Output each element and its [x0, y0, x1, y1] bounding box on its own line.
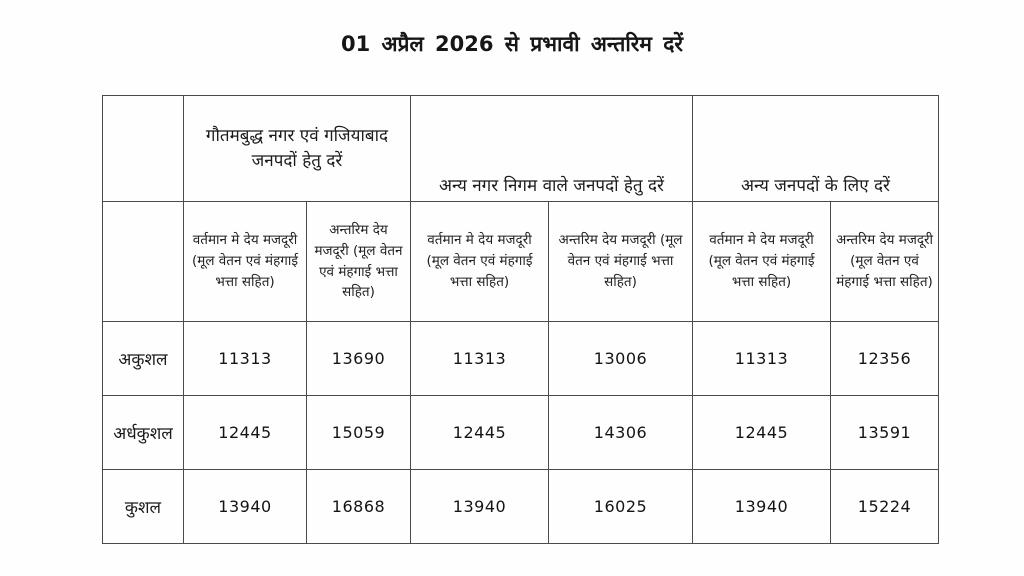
value-cell: 12445 [411, 396, 549, 470]
corner-cell-bottom [103, 202, 184, 322]
page-title: 01 अप्रैल 2026 से प्रभावी अन्तरिम दरें [340, 32, 684, 56]
subheader-current-wage-g1: वर्तमान मे देय मजदूरी (मूल वेतन एवं मंहगाई भत्ता सहित) [184, 202, 307, 322]
subheader-interim-wage-g2: अन्तरिम देय मजदूरी (मूल वेतन एवं मंहगाई भत्ता सहित) [549, 202, 693, 322]
value-cell: 11313 [184, 322, 307, 396]
value-cell: 12356 [831, 322, 939, 396]
value-cell: 12445 [693, 396, 831, 470]
value-cell: 13940 [411, 470, 549, 544]
group-header-nagar-nigam-districts: अन्य नगर निगम वाले जनपदों हेतु दरें [411, 96, 693, 202]
group-header-other-districts: अन्य जनपदों के लिए दरें [693, 96, 939, 202]
value-cell: 13006 [549, 322, 693, 396]
row-label-unskilled: अकुशल [103, 322, 184, 396]
subheader-current-wage-g3: वर्तमान मे देय मजदूरी (मूल वेतन एवं मंहगाई भत्ता सहित) [693, 202, 831, 322]
value-cell: 11313 [693, 322, 831, 396]
group-header-row [103, 96, 939, 202]
corner-cell-top [103, 96, 184, 202]
table-row-skilled [103, 470, 939, 544]
value-cell: 15059 [307, 396, 411, 470]
value-cell: 12445 [184, 396, 307, 470]
subheader-interim-wage-g3: अन्तरिम देय मजदूरी (मूल वेतन एवं मंहगाई भत्ता सहित) [831, 202, 939, 322]
subheader-current-wage-g2: वर्तमान मे देय मजदूरी (मूल वेतन एवं मंहगाई भत्ता सहित) [411, 202, 549, 322]
value-cell: 13690 [307, 322, 411, 396]
row-label-skilled: कुशल [103, 470, 184, 544]
group-header-gautambudh-ghaziabad: गौतमबुद्ध नगर एवं गजियाबाद जनपदों हेतु दरें [184, 96, 411, 202]
subheader-interim-wage-g1: अन्तरिम देय मजदूरी (मूल वेतन एवं मंहगाई भत्ता सहित) [307, 202, 411, 322]
value-cell: 15224 [831, 470, 939, 544]
row-label-semiskilled: अर्धकुशल [103, 396, 184, 470]
value-cell: 11313 [411, 322, 549, 396]
table-row-unskilled [103, 322, 939, 396]
value-cell: 14306 [549, 396, 693, 470]
value-cell: 13591 [831, 396, 939, 470]
subheader-row [103, 202, 939, 322]
wage-rates-table [102, 95, 939, 544]
value-cell: 13940 [184, 470, 307, 544]
value-cell: 16868 [307, 470, 411, 544]
value-cell: 16025 [549, 470, 693, 544]
value-cell: 13940 [693, 470, 831, 544]
table-row-semiskilled [103, 396, 939, 470]
